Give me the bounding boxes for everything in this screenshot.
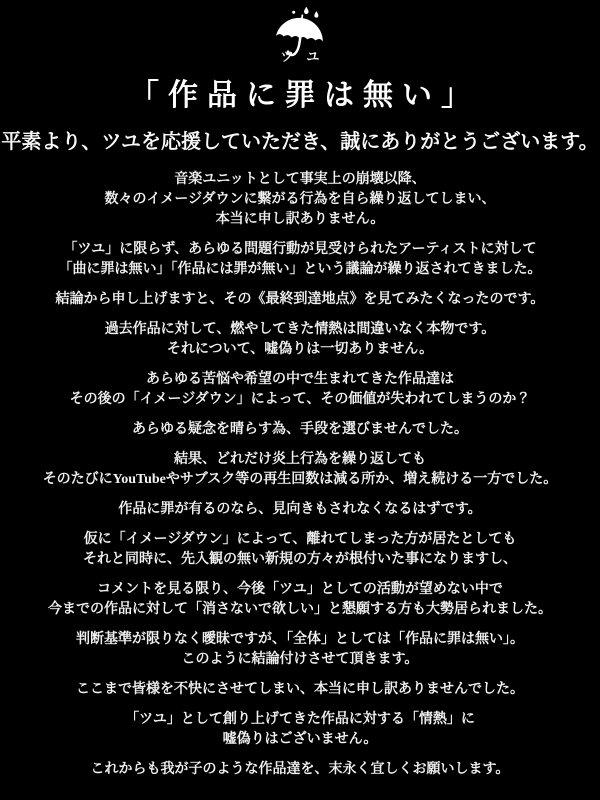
paragraph-line: 「ツユ」として創り上げてきた作品に対する「情熱」に bbox=[125, 712, 475, 727]
paragraph bbox=[0, 240, 600, 280]
paragraph-line: 本当に申し訳ありません。 bbox=[215, 212, 385, 227]
paragraph-line: あらゆる疑念を晴らす為、手段を選びませんでした。 bbox=[132, 422, 468, 437]
paragraph-line: 結論から申し上げますと、その《最終到達地点》を見てみたくなったのです。 bbox=[55, 292, 545, 307]
paragraph bbox=[0, 580, 600, 620]
paragraph bbox=[0, 500, 600, 520]
paragraph bbox=[0, 760, 600, 780]
paragraph-line: コメントを見る限り、今後「ツユ」としての活動が望めない中で bbox=[97, 582, 503, 597]
paragraph-line: これからも我が子のような作品達を、末永く宜しくお願いします。 bbox=[90, 762, 510, 777]
paragraph-line: 判断基準が限りなく曖昧ですが、「全体」としては「作品に罪は無い」。 bbox=[76, 632, 524, 647]
paragraph-line: このように結論付けさせて頂きます。 bbox=[181, 652, 419, 667]
paragraph-line: あらゆる苦悩や希望の中で生まれてきた作品達は bbox=[146, 372, 454, 387]
paragraph bbox=[0, 290, 600, 310]
page-title: 「作品に罪は無い」 bbox=[129, 79, 480, 112]
paragraph-line: 音楽ユニットとして事実上の崩壊以降、 bbox=[174, 172, 426, 187]
raindrop-icon bbox=[292, 11, 295, 14]
paragraph-line: 嘘偽りはございません。 bbox=[222, 732, 378, 747]
paragraph bbox=[0, 370, 600, 410]
paragraph-line: 「ツユ」に限らず、あらゆる問題行動が見受けられたアーティストに対して bbox=[63, 242, 537, 257]
greeting-text: 平素より、ツユを応援していただき、誠にありがとうございます。 bbox=[1, 131, 599, 153]
paragraph bbox=[0, 680, 600, 700]
paragraph-line: それと同時に、先入観の無い新規の方々が根付いた事になりますし、 bbox=[83, 552, 517, 567]
statement-body bbox=[0, 170, 600, 780]
paragraph-line: 過去作品に対して、燃やしてきた情熱は間違いなく本物です。 bbox=[104, 322, 496, 337]
paragraph bbox=[0, 710, 600, 750]
paragraph bbox=[0, 420, 600, 440]
paragraph-line: 仮に「イメージダウン」によって、離れてしまった方が居たとしても bbox=[83, 532, 517, 547]
paragraph bbox=[0, 630, 600, 670]
paragraph bbox=[0, 170, 600, 230]
paragraph-line: ここまで皆様を不快にさせてしまい、本当に申し訳ありませんでした。 bbox=[76, 682, 524, 697]
raindrop-icon bbox=[314, 11, 318, 18]
paragraph-line: 「曲に罪は無い」「作品には罪が無い」という議論が繰り返されてきました。 bbox=[58, 262, 542, 277]
paragraph-line: 結果、どれだけ炎上行為を繰り返しても bbox=[174, 452, 426, 467]
logo-label: ツユ bbox=[280, 49, 333, 64]
paragraph-line: 作品に罪が有るのなら、見向きもされなくなるはずです。 bbox=[118, 502, 482, 517]
paragraph bbox=[0, 530, 600, 570]
paragraph bbox=[0, 320, 600, 360]
paragraph-line: その後の「イメージダウン」によって、その価値が失われてしまうのか？ bbox=[69, 392, 531, 407]
paragraph bbox=[0, 450, 600, 490]
paragraph-line: 今までの作品に対して「消さないで欲しい」と懇願する方も大勢居られました。 bbox=[48, 602, 552, 617]
paragraph-line: そのたびにYouTubeやサブスク等の再生回数は減る所か、増え続ける一方でした。 bbox=[42, 472, 558, 487]
paragraph-line: 数々のイメージダウンに繋がる行為を自ら繰り返してしまい、 bbox=[104, 192, 496, 207]
paragraph-line: それについて、嘘偽りは一切ありません。 bbox=[166, 342, 434, 357]
raindrop-icon bbox=[304, 7, 309, 14]
tsuyu-logo bbox=[0, 0, 600, 66]
